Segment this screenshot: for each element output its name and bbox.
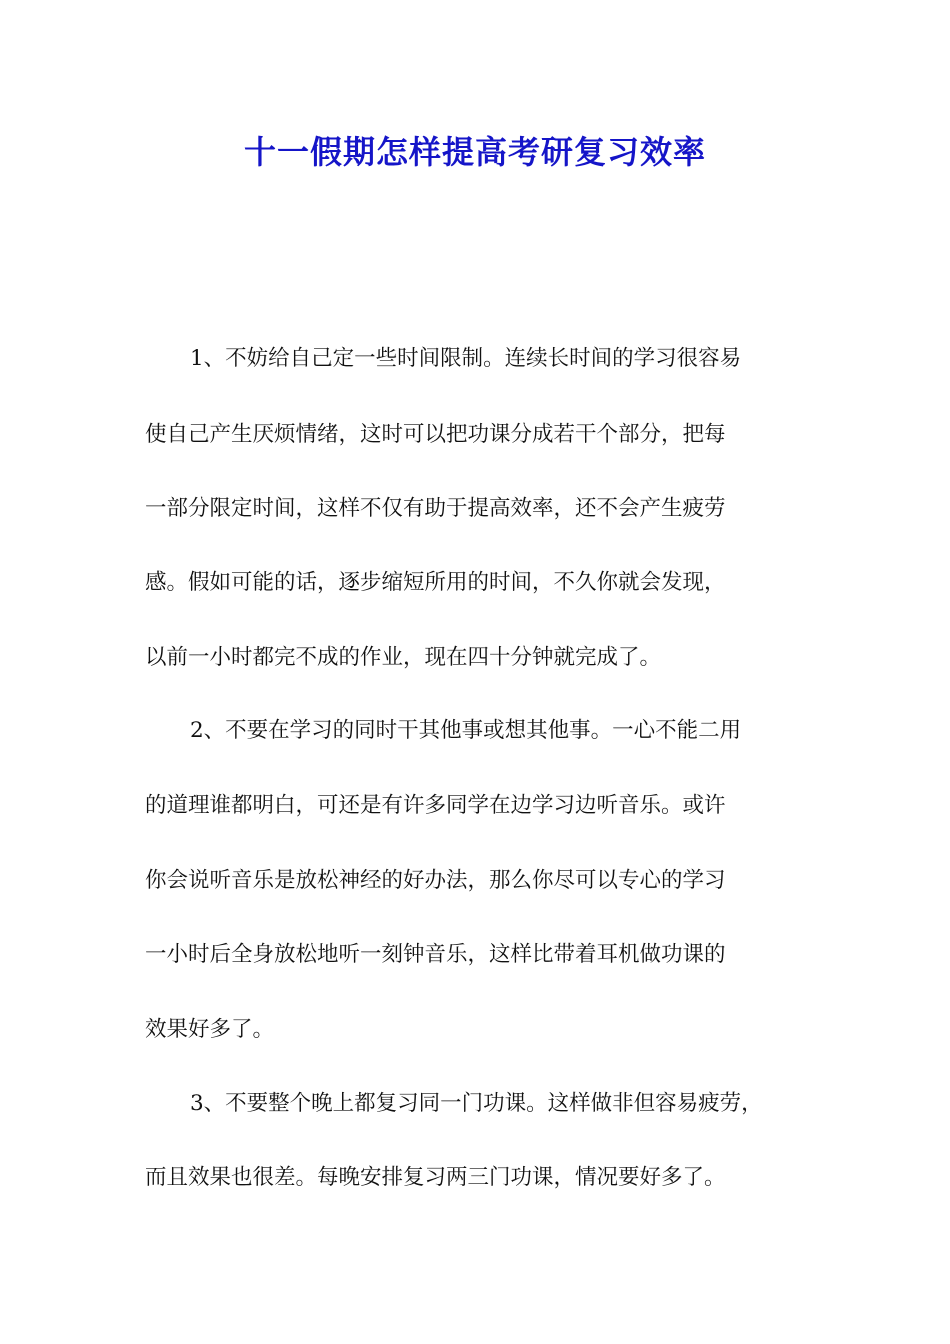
paragraph-1-line-5: 以前一小时都完不成的作业，现在四十分钟就完成了。 <box>145 645 662 670</box>
paragraph-2-line-5: 效果好多了。 <box>145 1017 275 1042</box>
paragraph-2-line-1: 2、不要在学习的同时干其他事或想其他事。一心不能二用 <box>190 718 742 743</box>
paragraph-1-line-2: 使自己产生厌烦情绪，这时可以把功课分成若干个部分，把每 <box>145 422 726 447</box>
paragraph-2-line-2: 的道理谁都明白，可还是有许多同学在边学习边听音乐。或许 <box>145 793 726 818</box>
paragraph-1-line-1: 1、不妨给自己定一些时间限制。连续长时间的学习很容易 <box>190 346 742 371</box>
paragraph-2-line-3: 你会说听音乐是放松神经的好办法，那么你尽可以专心的学习 <box>145 868 726 893</box>
paragraph-2-line-4: 一小时后全身放松地听一刻钟音乐，这样比带着耳机做功课的 <box>145 942 726 967</box>
paragraph-1-line-4: 感。假如可能的话，逐步缩短所用的时间，不久你就会发现， <box>145 570 726 595</box>
paragraph-3-line-1: 3、不要整个晚上都复习同一门功课。这样做非但容易疲劳， <box>190 1091 763 1116</box>
paragraph-1-line-3: 一部分限定时间，这样不仅有助于提高效率，还不会产生疲劳 <box>145 496 726 521</box>
document-title: 十一假期怎样提高考研复习效率 <box>243 133 706 171</box>
paragraph-3-line-2: 而且效果也很差。每晚安排复习两三门功课，情况要好多了。 <box>145 1165 726 1190</box>
